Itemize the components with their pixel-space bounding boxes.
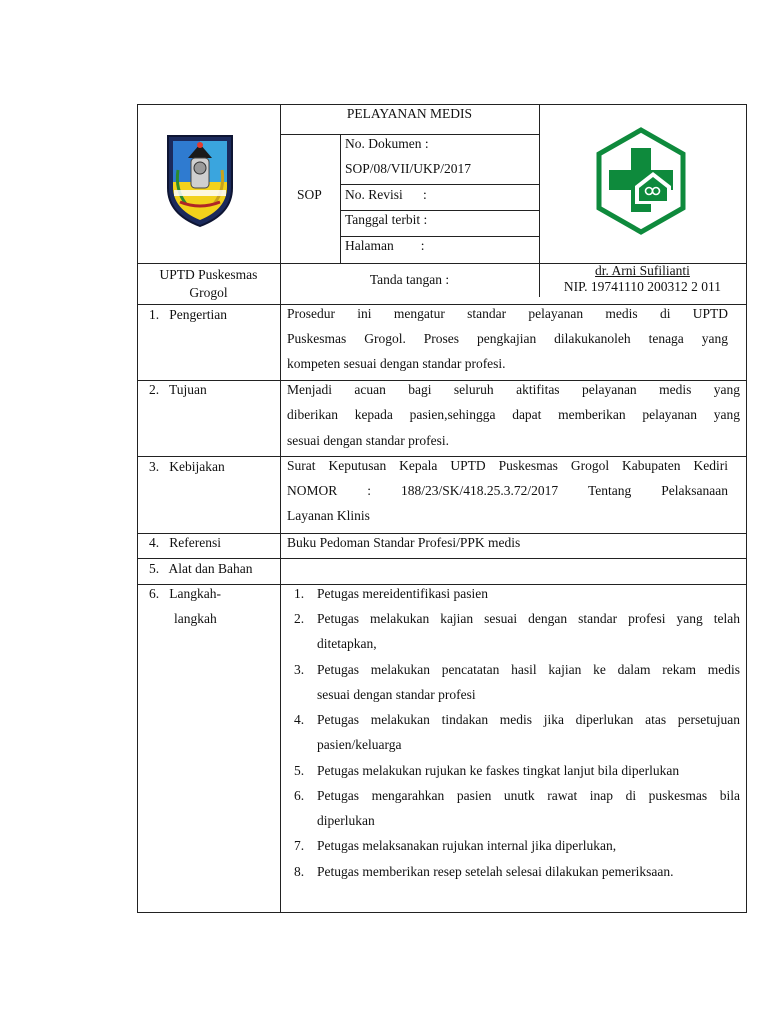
field-halaman: Halaman : [345, 238, 425, 253]
step-text-cont: ditetapkan, [317, 636, 377, 651]
org-name-line2: Grogol [189, 285, 228, 300]
field-no-dokumen: No. Dokumen : [345, 136, 429, 151]
step-text-cont: sesuai dengan standar profesi [317, 687, 476, 702]
step-number: 2. [294, 611, 305, 626]
signer-nip: NIP. 19741110 200312 2 011 [563, 279, 722, 294]
row-label-referensi: 4. Referensi [149, 535, 221, 550]
kebijakan-line-1: Surat Keputusan Kepala UPTD Puskesmas Grogol Kabupaten Kediri [287, 458, 728, 473]
kebijakan-line-3: Layanan Klinis [287, 508, 370, 523]
field-no-dokumen-value: SOP/08/VII/UKP/2017 [345, 161, 472, 176]
signer-name: dr. Arni Sufilianti [595, 263, 690, 278]
step-number: 7. [294, 838, 305, 853]
document-title: PELAYANAN MEDIS [346, 106, 473, 121]
step-text-cont: diperlukan [317, 813, 375, 828]
row-divider-1 [137, 304, 747, 305]
step-number: 6. [294, 788, 305, 803]
step-number: 8. [294, 864, 305, 879]
step-text: Petugas melakukan rujukan ke faskes tingkat lanjut bila diperlukan [317, 763, 680, 778]
signature-label: Tanda tangan : [369, 272, 450, 287]
row-label-kebijakan: 3. Kebijakan [149, 459, 225, 474]
row-label-langkah-1: 6. Langkah- [149, 586, 221, 601]
tujuan-line-1: Menjadi acuan bagi seluruh aktifitas pelayanan medis yang [287, 382, 740, 397]
step-text: Petugas memberikan resep setelah selesai dilakukan pemeriksaan. [317, 864, 674, 879]
field-divider-1 [340, 184, 539, 185]
table-border-left [137, 104, 138, 913]
row-divider-6 [137, 584, 747, 585]
column-divider-sop [340, 134, 341, 263]
pengertian-line-3: kompeten sesuai dengan standar profesi. [287, 356, 506, 371]
step-text-cont: pasien/keluarga [317, 737, 402, 752]
row-label-langkah-2: langkah [174, 611, 217, 626]
row-label-pengertian: 1. Pengertian [149, 307, 227, 322]
row-divider-2 [137, 380, 747, 381]
column-divider-label [280, 104, 281, 913]
referensi-text: Buku Pedoman Standar Profesi/PPK medis [287, 535, 521, 550]
field-divider-2 [340, 210, 539, 211]
sop-label: SOP [297, 187, 322, 202]
step-text: Petugas melakukan kajian sesuai dengan standar profesi yang telah [317, 611, 740, 626]
step-text: Petugas mereidentifikasi pasien [317, 586, 488, 601]
tujuan-line-3: sesuai dengan standar profesi. [287, 433, 449, 448]
step-text: Petugas mengarahkan pasien unutk rawat inap di puskesmas bila [317, 788, 740, 803]
step-number: 4. [294, 712, 305, 727]
step-text: Petugas melakukan tindakan medis jika diperlukan atas persetujuan [317, 712, 740, 727]
pengertian-line-2: Puskesmas Grogol. Proses pengkajian dilakukanoleh tenaga yang [287, 331, 728, 346]
row-divider-4 [137, 533, 747, 534]
step-number: 3. [294, 662, 305, 677]
step-number: 1. [294, 586, 305, 601]
field-divider-3 [340, 236, 539, 237]
row-label-tujuan: 2. Tujuan [149, 382, 207, 397]
field-no-revisi: No. Revisi : [345, 187, 427, 202]
org-name-line1: UPTD Puskesmas [159, 267, 258, 282]
title-divider [280, 134, 539, 135]
table-border-bottom [137, 912, 747, 913]
table-border-top [137, 104, 747, 105]
step-text: Petugas melaksanakan rujukan internal jika diperlukan, [317, 838, 617, 853]
row-divider-3 [137, 456, 747, 457]
kebijakan-line-2: NOMOR : 188/23/SK/418.25.3.72/2017 Tentang Pelaksanaan [287, 483, 728, 498]
step-text: Petugas melakukan pencatatan hasil kajian ke dalam rekam medis [317, 662, 740, 677]
pengertian-line-1: Prosedur ini mengatur standar pelayanan medis di UPTD [287, 306, 728, 321]
puskesmas-logo-icon [593, 126, 689, 236]
table-border-right [746, 104, 747, 913]
row-label-alat: 5. Alat dan Bahan [149, 561, 253, 576]
field-tanggal-terbit: Tanggal terbit : [345, 212, 428, 227]
regency-emblem-icon [160, 130, 240, 230]
step-number: 5. [294, 763, 305, 778]
tujuan-line-2: diberikan kepada pasien,sehingga dapat memberikan pelayanan yang [287, 407, 740, 422]
row-divider-5 [137, 558, 747, 559]
